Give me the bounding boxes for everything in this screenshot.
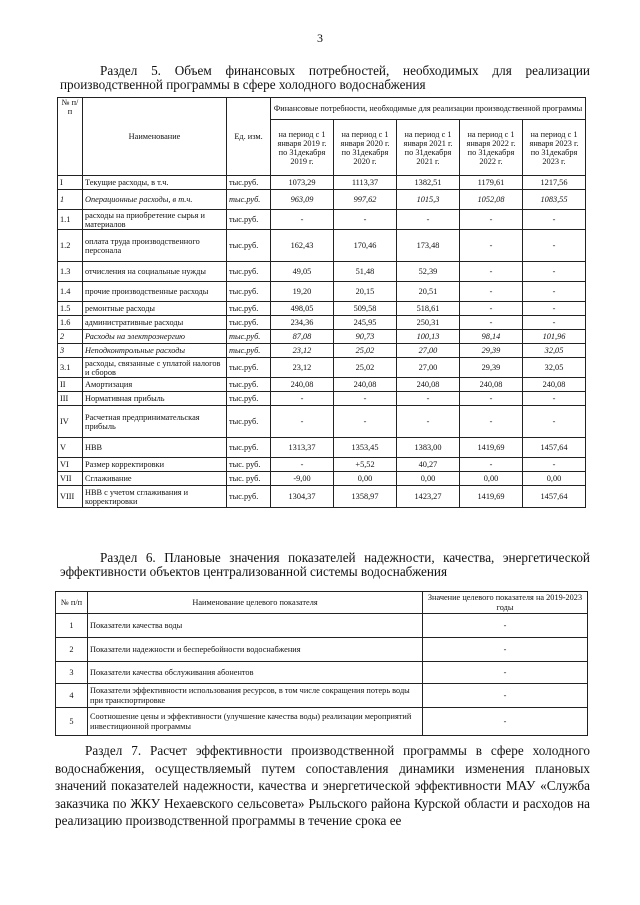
row-value-cell: 997,62 [334, 190, 397, 210]
row-value-cell: 52,39 [397, 262, 460, 282]
row-num-cell: 1.3 [58, 262, 83, 282]
row-value-cell: -9,00 [271, 472, 334, 486]
row-value-cell: 1217,56 [523, 176, 586, 190]
row-value-cell: 1423,27 [397, 486, 460, 508]
row-unit-cell: тыс.руб. [227, 302, 271, 316]
section7-paragraph [55, 742, 590, 830]
row-unit-cell: тыс.руб. [227, 316, 271, 330]
row-unit-cell: тыс.руб. [227, 358, 271, 378]
table-row [58, 392, 586, 406]
row-value-cell: 100,13 [397, 330, 460, 344]
row-value-cell: 509,58 [334, 302, 397, 316]
row-value-cell: - [334, 210, 397, 230]
row-value-cell: 90,73 [334, 330, 397, 344]
row-value-cell: - [271, 392, 334, 406]
row-name-cell: Размер корректировки [83, 458, 227, 472]
row-value-cell: 19,20 [271, 282, 334, 302]
col-header-unit: Ед. изм. [227, 98, 271, 176]
row-value-cell: 27,00 [397, 358, 460, 378]
col-header-period: на период с 1 января 2021 г. по 31декабря 2021 г. [397, 120, 460, 176]
row-value-cell: 1457,64 [523, 486, 586, 508]
col-header-period: на период с 1 января 2020 г. по 31декабря 2020 г. [334, 120, 397, 176]
table-row [58, 378, 586, 392]
col-header-name: Наименование [83, 98, 227, 176]
section6-title-line2: эффективности объектов централизованной системы водоснабжения [60, 564, 448, 579]
row-num-cell: 2 [58, 330, 83, 344]
row-value-cell: 1015,3 [397, 190, 460, 210]
row-name-cell: Текущие расходы, в т.ч. [83, 176, 227, 190]
row-value-cell: - [423, 638, 588, 662]
row-value-cell: 245,95 [334, 316, 397, 330]
row-value-cell: 518,61 [397, 302, 460, 316]
col-header-period: на период с 1 января 2019 г. по 31декабря 2019 г. [271, 120, 334, 176]
row-name-cell: Соотношение цены и эффективности (улучшение качества воды) реализации мероприятий инвестиционной программы [88, 708, 423, 736]
row-value-cell: - [523, 316, 586, 330]
row-value-cell: 23,12 [271, 344, 334, 358]
row-value-cell: 1353,45 [334, 438, 397, 458]
row-name-cell: Нормативная прибыль [83, 392, 227, 406]
row-value-cell: - [271, 458, 334, 472]
row-name-cell: НВВ с учетом сглаживания и корректировки [83, 486, 227, 508]
table-row [58, 458, 586, 472]
table-row [58, 344, 586, 358]
row-num-cell: I [58, 176, 83, 190]
table-row [56, 684, 588, 708]
section5-title-line1: Раздел 5. Объем финансовых потребностей, необходимых для реализации [100, 63, 590, 78]
row-value-cell: 240,08 [271, 378, 334, 392]
row-unit-cell: тыс.руб. [227, 392, 271, 406]
row-name-cell: НВВ [83, 438, 227, 458]
row-value-cell: 29,39 [460, 344, 523, 358]
row-value-cell: 1382,51 [397, 176, 460, 190]
row-name-cell: ремонтные расходы [83, 302, 227, 316]
row-value-cell: 23,12 [271, 358, 334, 378]
table-row [58, 330, 586, 344]
row-num-cell: VII [58, 472, 83, 486]
row-num-cell: 1.5 [58, 302, 83, 316]
row-value-cell: - [397, 406, 460, 438]
row-value-cell: - [334, 406, 397, 438]
row-num-cell: II [58, 378, 83, 392]
row-name-cell: Расчетная предпринимательская прибыль [83, 406, 227, 438]
row-value-cell: - [523, 210, 586, 230]
row-name-cell: оплата труда производственного персонала [83, 230, 227, 262]
row-value-cell: 1419,69 [460, 486, 523, 508]
table-row [58, 406, 586, 438]
row-unit-cell: тыс. руб. [227, 458, 271, 472]
row-value-cell: - [523, 458, 586, 472]
table-row [56, 708, 588, 736]
row-unit-cell: тыс.руб. [227, 486, 271, 508]
row-value-cell: - [460, 230, 523, 262]
row-value-cell: 29,39 [460, 358, 523, 378]
row-value-cell: 98,14 [460, 330, 523, 344]
row-value-cell: - [523, 392, 586, 406]
table-row [58, 282, 586, 302]
row-value-cell: - [523, 230, 586, 262]
table-row [56, 638, 588, 662]
row-value-cell: 87,08 [271, 330, 334, 344]
row-unit-cell: тыс.руб. [227, 344, 271, 358]
row-num-cell: 1.2 [58, 230, 83, 262]
row-name-cell: Показатели эффективности использования ресурсов, в том числе сокращения потерь воды при транспортировке [88, 684, 423, 708]
row-num-cell: 2 [56, 638, 88, 662]
table-row [58, 210, 586, 230]
row-value-cell: 1304,37 [271, 486, 334, 508]
row-num-cell: III [58, 392, 83, 406]
row-value-cell: - [460, 316, 523, 330]
col-header-name: Наименование целевого показателя [88, 592, 423, 614]
row-name-cell: административные расходы [83, 316, 227, 330]
row-name-cell: расходы, связанные с уплатой налогов и сборов [83, 358, 227, 378]
row-value-cell: - [460, 302, 523, 316]
section7-text: Раздел 7. Расчет эффективности производственной программы в сфере холодного водоснабжения, осуществляемый путем сопоставления динамики изменения плановых значений показателей надежности, качества и энергетической эффективности МАУ «Служба заказчика по ЖКУ Нехаевского сельсовета» Рыльского района Курской области и расходов на реализацию производственной программы в течение срока ее [55, 743, 590, 829]
table-row [58, 302, 586, 316]
table-row [58, 190, 586, 210]
row-value-cell: 32,05 [523, 358, 586, 378]
section6-title-line1: Раздел 6. Плановые значения показателей надежности, качества, энергетической [100, 550, 590, 565]
table-row [58, 262, 586, 282]
row-num-cell: VI [58, 458, 83, 472]
row-value-cell: 498,05 [271, 302, 334, 316]
row-value-cell: 162,43 [271, 230, 334, 262]
row-value-cell: - [523, 282, 586, 302]
row-value-cell: 963,09 [271, 190, 334, 210]
row-value-cell: - [397, 210, 460, 230]
row-value-cell: - [460, 392, 523, 406]
row-value-cell: - [423, 708, 588, 736]
row-value-cell: 32,05 [523, 344, 586, 358]
table-row [56, 614, 588, 638]
table-row [58, 438, 586, 458]
row-value-cell: 25,02 [334, 358, 397, 378]
row-value-cell: - [460, 210, 523, 230]
row-value-cell: 20,51 [397, 282, 460, 302]
col-header-num: № п/п [56, 592, 88, 614]
col-header-period: на период с 1 января 2022 г. по 31декабря 2022 г. [460, 120, 523, 176]
row-value-cell: 101,96 [523, 330, 586, 344]
col-header-group: Финансовые потребности, необходимые для реализации производственной программы [271, 98, 586, 120]
row-value-cell: - [460, 406, 523, 438]
row-value-cell: 27,00 [397, 344, 460, 358]
row-value-cell: 234,36 [271, 316, 334, 330]
row-name-cell: Сглаживание [83, 472, 227, 486]
row-num-cell: V [58, 438, 83, 458]
row-value-cell: 20,15 [334, 282, 397, 302]
col-header-value: Значение целевого показателя на 2019-2023 годы [423, 592, 588, 614]
row-value-cell: - [523, 262, 586, 282]
col-header-period: на период с 1 января 2023 г. по 31декабря 2023 г. [523, 120, 586, 176]
row-unit-cell: тыс.руб. [227, 406, 271, 438]
row-value-cell: - [423, 684, 588, 708]
row-value-cell: 25,02 [334, 344, 397, 358]
row-unit-cell: тыс.руб. [227, 378, 271, 392]
row-value-cell: - [271, 406, 334, 438]
row-name-cell: Показатели качества обслуживания абонентов [88, 662, 423, 684]
row-num-cell: 1 [56, 614, 88, 638]
table-row [58, 472, 586, 486]
row-value-cell: 51,48 [334, 262, 397, 282]
page-number: 3 [317, 31, 323, 45]
row-value-cell: 0,00 [397, 472, 460, 486]
row-name-cell: Амортизация [83, 378, 227, 392]
section5-title-line2: производственной программы в сфере холодного водоснабжения [60, 77, 426, 92]
row-value-cell: 49,05 [271, 262, 334, 282]
row-name-cell: Расходы на электроэнергию [83, 330, 227, 344]
row-unit-cell: тыс.руб. [227, 210, 271, 230]
section5-heading [60, 64, 590, 92]
row-value-cell: +5,52 [334, 458, 397, 472]
row-value-cell: 170,46 [334, 230, 397, 262]
row-value-cell: - [523, 302, 586, 316]
row-value-cell: - [423, 662, 588, 684]
row-unit-cell: тыс.руб. [227, 230, 271, 262]
row-value-cell: 240,08 [523, 378, 586, 392]
row-value-cell: 1073,29 [271, 176, 334, 190]
row-num-cell: 3.1 [58, 358, 83, 378]
table-row [56, 662, 588, 684]
section6-table [55, 591, 588, 736]
row-value-cell: 1358,97 [334, 486, 397, 508]
row-name-cell: Показатели надежности и бесперебойности водоснабжения [88, 638, 423, 662]
section5-table [57, 97, 586, 508]
row-num-cell: 3 [56, 662, 88, 684]
col-header-num: № п/п [58, 98, 83, 176]
row-name-cell: расходы на приобретение сырья и материалов [83, 210, 227, 230]
row-value-cell: - [334, 392, 397, 406]
row-name-cell: отчисления на социальные нужды [83, 262, 227, 282]
row-num-cell: VIII [58, 486, 83, 508]
row-num-cell: 1.4 [58, 282, 83, 302]
row-num-cell: 1.6 [58, 316, 83, 330]
table-row [58, 176, 586, 190]
row-unit-cell: тыс.руб. [227, 330, 271, 344]
row-value-cell: - [460, 458, 523, 472]
row-num-cell: 3 [58, 344, 83, 358]
row-value-cell: 240,08 [334, 378, 397, 392]
row-num-cell: 1 [58, 190, 83, 210]
row-name-cell: Операционные расходы, в т.ч. [83, 190, 227, 210]
table-row [58, 358, 586, 378]
row-value-cell: - [271, 210, 334, 230]
row-num-cell: IV [58, 406, 83, 438]
table-row [58, 486, 586, 508]
row-value-cell: 1457,64 [523, 438, 586, 458]
row-value-cell: - [397, 392, 460, 406]
row-value-cell: 1383,00 [397, 438, 460, 458]
row-value-cell: 1083,55 [523, 190, 586, 210]
section6-heading [60, 551, 590, 579]
row-name-cell: Неподконтрольные расходы [83, 344, 227, 358]
row-value-cell: 1052,08 [460, 190, 523, 210]
row-value-cell: - [423, 614, 588, 638]
row-value-cell: 40,27 [397, 458, 460, 472]
row-value-cell: - [460, 262, 523, 282]
row-value-cell: 1179,61 [460, 176, 523, 190]
table-row [58, 316, 586, 330]
row-unit-cell: тыс.руб. [227, 438, 271, 458]
row-unit-cell: тыс.руб. [227, 262, 271, 282]
row-value-cell: 250,31 [397, 316, 460, 330]
row-value-cell: 0,00 [334, 472, 397, 486]
row-value-cell: 0,00 [523, 472, 586, 486]
row-value-cell: 240,08 [460, 378, 523, 392]
row-value-cell: 0,00 [460, 472, 523, 486]
row-value-cell: 1113,37 [334, 176, 397, 190]
row-value-cell: 173,48 [397, 230, 460, 262]
row-value-cell: 1419,69 [460, 438, 523, 458]
row-unit-cell: тыс.руб. [227, 282, 271, 302]
row-value-cell: 1313,37 [271, 438, 334, 458]
row-num-cell: 5 [56, 708, 88, 736]
row-unit-cell: тыс.руб. [227, 190, 271, 210]
row-value-cell: - [460, 282, 523, 302]
row-num-cell: 4 [56, 684, 88, 708]
row-num-cell: 1.1 [58, 210, 83, 230]
row-name-cell: прочие производственные расходы [83, 282, 227, 302]
table-row [58, 230, 586, 262]
row-unit-cell: тыс. руб. [227, 472, 271, 486]
row-name-cell: Показатели качества воды [88, 614, 423, 638]
row-value-cell: - [523, 406, 586, 438]
row-value-cell: 240,08 [397, 378, 460, 392]
row-unit-cell: тыс.руб. [227, 176, 271, 190]
